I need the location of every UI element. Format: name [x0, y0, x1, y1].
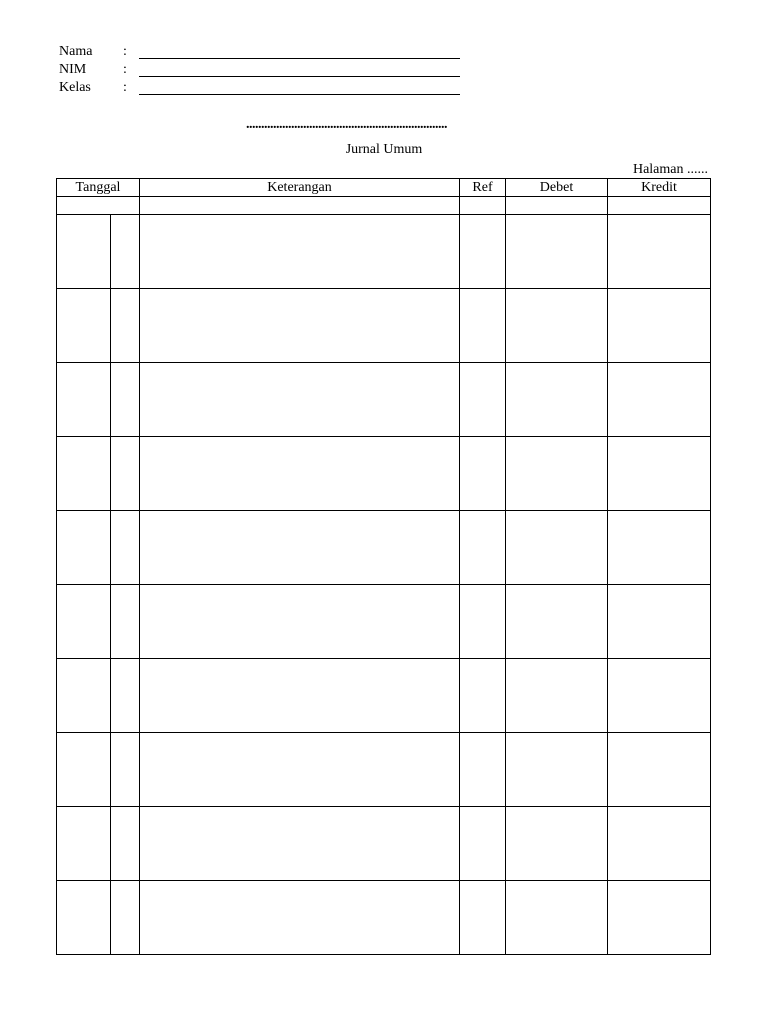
nim-label: NIM	[59, 62, 87, 77]
cell-debet[interactable]	[506, 659, 608, 733]
cell-kredit[interactable]	[608, 585, 711, 659]
nama-colon: :	[123, 44, 127, 59]
col-header-keterangan: Keterangan	[140, 179, 460, 197]
cell-keterangan[interactable]	[140, 289, 460, 363]
cell-debet[interactable]	[506, 511, 608, 585]
cell-month[interactable]	[57, 511, 111, 585]
cell-day[interactable]	[111, 289, 140, 363]
table-row	[57, 437, 711, 511]
cell-kredit[interactable]	[608, 659, 711, 733]
cell-keterangan[interactable]	[140, 585, 460, 659]
page-number: Halaman ......	[632, 162, 708, 177]
cell-keterangan[interactable]	[140, 881, 460, 955]
cell-keterangan[interactable]	[140, 215, 460, 289]
cell-month[interactable]	[57, 881, 111, 955]
cell-month[interactable]	[57, 289, 111, 363]
cell-ref[interactable]	[460, 289, 506, 363]
cell-day[interactable]	[111, 585, 140, 659]
cell-kredit[interactable]	[608, 807, 711, 881]
cell-keterangan[interactable]	[140, 659, 460, 733]
cell-debet[interactable]	[506, 881, 608, 955]
table-row	[57, 585, 711, 659]
cell-day[interactable]	[111, 881, 140, 955]
cell-debet[interactable]	[506, 733, 608, 807]
cell-kredit[interactable]	[608, 437, 711, 511]
cell-ref[interactable]	[460, 807, 506, 881]
cell-month[interactable]	[57, 659, 111, 733]
kelas-label: Kelas	[59, 80, 91, 95]
cell-debet[interactable]	[506, 215, 608, 289]
cell-ref[interactable]	[460, 215, 506, 289]
col-header-debet: Debet	[506, 179, 608, 197]
cell-debet[interactable]	[506, 437, 608, 511]
cell-month[interactable]	[57, 733, 111, 807]
cell-kredit[interactable]	[608, 215, 711, 289]
cell-month[interactable]	[57, 215, 111, 289]
cell-ref[interactable]	[460, 197, 506, 215]
cell-debet[interactable]	[506, 363, 608, 437]
col-header-ref: Ref	[460, 179, 506, 197]
table-row	[57, 511, 711, 585]
cell-ref[interactable]	[460, 733, 506, 807]
table-row	[57, 807, 711, 881]
col-header-tanggal: Tanggal	[57, 179, 140, 197]
table-row	[57, 881, 711, 955]
cell-keterangan[interactable]	[140, 437, 460, 511]
cell-debet[interactable]	[506, 197, 608, 215]
cell-kredit[interactable]	[608, 881, 711, 955]
cell-debet[interactable]	[506, 289, 608, 363]
cell-day[interactable]	[111, 511, 140, 585]
company-name-placeholder: ...................................................................	[246, 117, 447, 132]
cell-year[interactable]	[57, 197, 140, 215]
cell-keterangan[interactable]	[140, 197, 460, 215]
table-header-row	[57, 179, 711, 197]
table-row	[57, 215, 711, 289]
table-subheader-row	[57, 197, 711, 215]
cell-day[interactable]	[111, 437, 140, 511]
nim-input-line[interactable]	[139, 76, 460, 77]
nama-label: Nama	[59, 44, 93, 59]
cell-ref[interactable]	[460, 881, 506, 955]
cell-day[interactable]	[111, 215, 140, 289]
cell-ref[interactable]	[460, 585, 506, 659]
cell-debet[interactable]	[506, 585, 608, 659]
cell-kredit[interactable]	[608, 289, 711, 363]
cell-keterangan[interactable]	[140, 733, 460, 807]
cell-ref[interactable]	[460, 363, 506, 437]
col-header-kredit: Kredit	[608, 179, 711, 197]
cell-day[interactable]	[111, 733, 140, 807]
table-row	[57, 659, 711, 733]
cell-debet[interactable]	[506, 807, 608, 881]
cell-month[interactable]	[57, 807, 111, 881]
cell-kredit[interactable]	[608, 197, 711, 215]
nama-input-line[interactable]	[139, 58, 460, 59]
table-body	[57, 197, 711, 955]
journal-table-wrapper	[56, 178, 710, 958]
cell-day[interactable]	[111, 807, 140, 881]
cell-month[interactable]	[57, 585, 111, 659]
cell-month[interactable]	[57, 437, 111, 511]
table-row	[57, 363, 711, 437]
cell-keterangan[interactable]	[140, 363, 460, 437]
table-row	[57, 733, 711, 807]
nim-colon: :	[123, 62, 127, 77]
journal-table	[56, 178, 711, 955]
cell-ref[interactable]	[460, 511, 506, 585]
kelas-input-line[interactable]	[139, 94, 460, 95]
cell-kredit[interactable]	[608, 733, 711, 807]
cell-day[interactable]	[111, 363, 140, 437]
cell-keterangan[interactable]	[140, 511, 460, 585]
cell-keterangan[interactable]	[140, 807, 460, 881]
cell-ref[interactable]	[460, 659, 506, 733]
cell-kredit[interactable]	[608, 363, 711, 437]
cell-ref[interactable]	[460, 437, 506, 511]
cell-kredit[interactable]	[608, 511, 711, 585]
cell-day[interactable]	[111, 659, 140, 733]
cell-month[interactable]	[57, 363, 111, 437]
kelas-colon: :	[123, 80, 127, 95]
table-row	[57, 289, 711, 363]
page-title: Jurnal Umum	[345, 142, 423, 157]
